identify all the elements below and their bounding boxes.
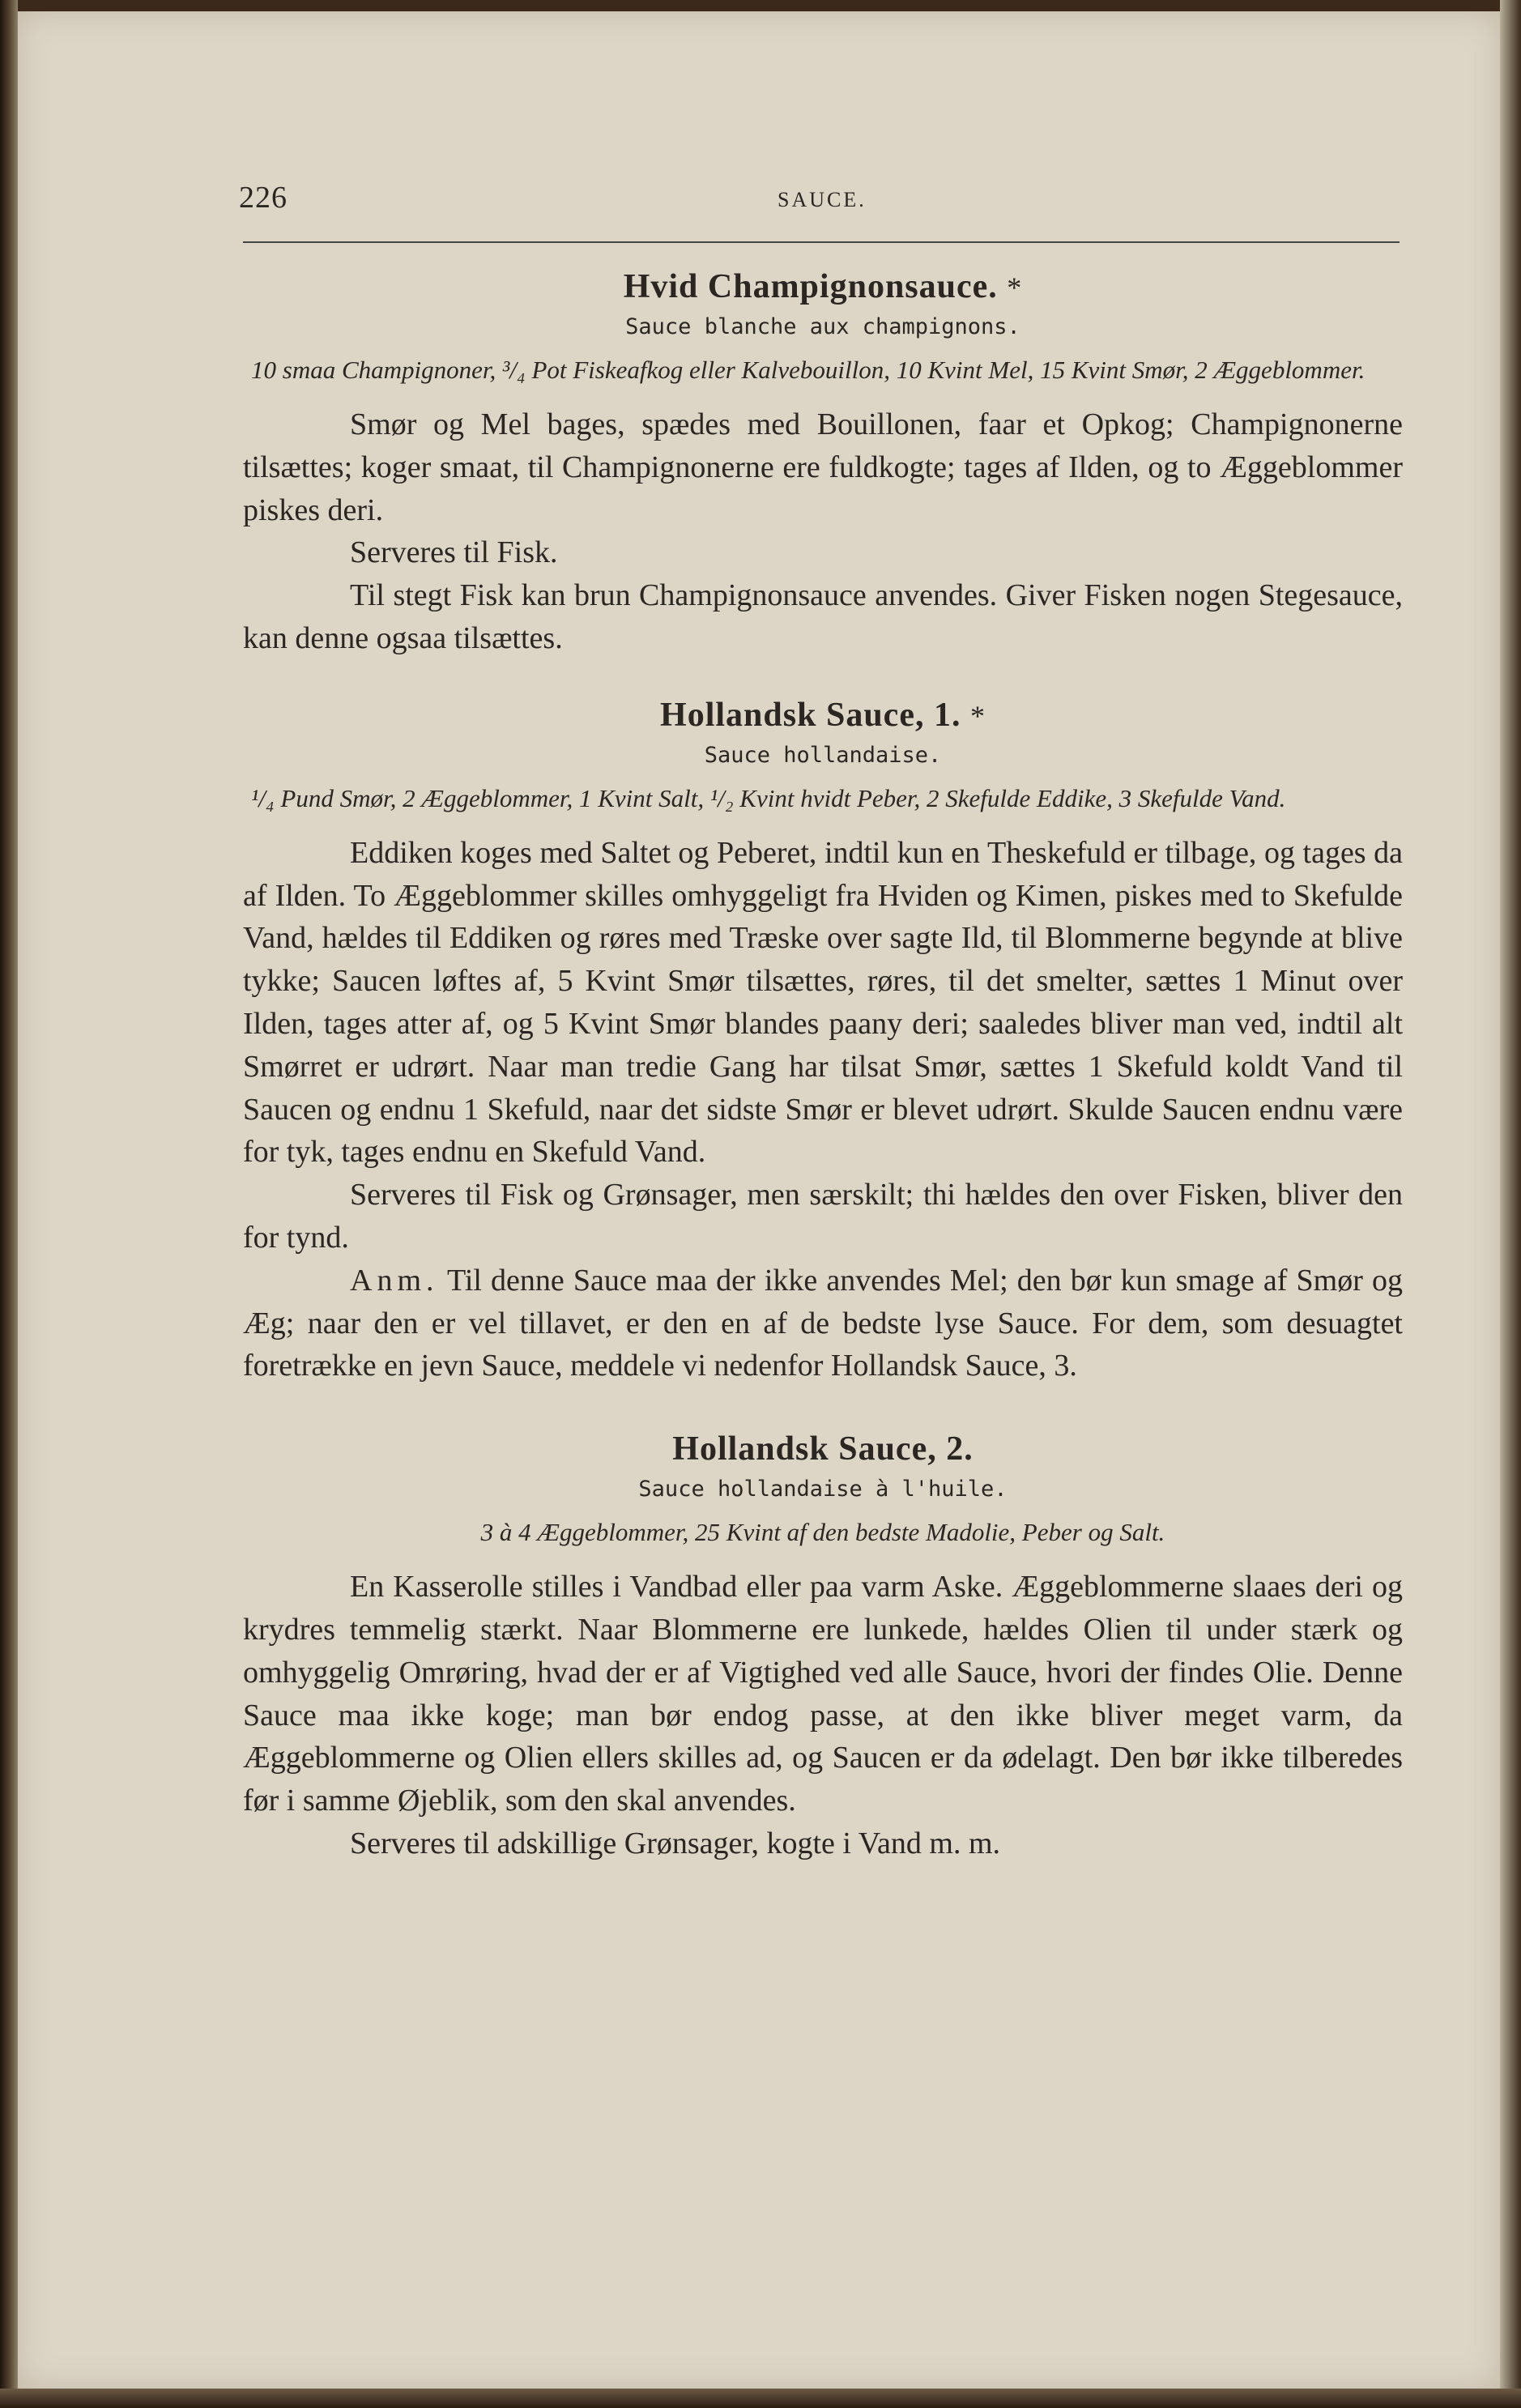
recipe-subtitle: Sauce hollandaise. <box>704 742 942 768</box>
recipe-paragraph: Til stegt Fisk kan brun Champignonsauce anvendes. Giver Fisken nogen Stegesauce, kan denne ogsaa tilsættes. <box>243 578 1403 655</box>
page-content <box>243 267 1403 1901</box>
recipe-paragraph: En Kasserolle stilles i Vandbad eller paa varm Aske. Æggeblommerne slaaes deri og krydres temmelig stærkt. Naar Blommerne ere lunkede, hældes Olien til under stærk og omhyggelig Omrøring, hvad der er af Vigtighed ved alle Sauce, hvori der findes Olie. Denne Sauce maa ikke koge; man bør endog passe, at den ikke bliver meget varm, da Æggeblommerne og Olien ellers skilles ad, og Saucen er da ødelagt. Den bør ikke tilberedes før i samme Øjeblik, som den skal anvendes. <box>243 1570 1403 1818</box>
recipe-ingredients: 3 à 4 Æggeblommer, 25 Kvint af den bedste Madolie, Peber og Salt. <box>480 1518 1165 1547</box>
recipe-title-text: Hollandsk Sauce, 1. <box>660 696 961 734</box>
recipe-paragraph: Serveres til Fisk og Grønsager, men særskilt; thi hældes den over Fisken, bliver den for tynd. <box>243 1178 1403 1255</box>
note-text: Til denne Sauce maa der ikke anvendes Mel; den bør kun smage af Smør og Æg; naar den er vel tillavet, er den en af de bedste lyse Sauce. For dem, som desuagtet foretrække en jevn Sauce, meddele vi nedenfor Hollandsk Sauce, 3. <box>243 1263 1403 1383</box>
recipe-hollandsk-sauce-1 <box>243 696 1403 1387</box>
recipe-ingredients: 10 smaa Champignoner, ³/₄ Pot Fiskeafkog eller Kalvebouillon, 10 Kvint Mel, 15 Kvint Smør, 2 Æggeblommer. <box>251 356 1365 384</box>
recipe-title <box>243 1430 1403 1468</box>
recipe-hollandsk-sauce-2 <box>243 1430 1403 1865</box>
book-bottom-edge <box>0 2389 1521 2408</box>
recipe-paragraph: Smør og Mel bages, spædes med Bouillonen, faar et Opkog; Champignonerne tilsættes; koger smaat, til Champignonerne ere fuldkogte; tages af Ilden, og to Æggeblommer piskes deri. <box>243 407 1403 527</box>
recipe-paragraph: Serveres til Fisk. <box>350 535 558 570</box>
recipe-title-text: Hvid Champignonsauce. <box>623 268 998 305</box>
running-title: SAUCE. <box>778 188 867 211</box>
header-rule <box>243 241 1400 243</box>
recipe-title <box>243 267 1403 306</box>
book-spine-shadow <box>0 0 18 2408</box>
recipe-ingredients: ¹/₄ Pund Smør, 2 Æggeblommer, 1 Kvint Salt, ¹/₂ Kvint hvidt Peber, 2 Skefulde Eddike, 3 Skefulde Vand. <box>251 783 1286 812</box>
recipe-star-mark: * <box>969 699 986 732</box>
recipe-note <box>243 1259 1403 1387</box>
book-top-edge <box>0 0 1521 11</box>
recipe-paragraph: Serveres til adskillige Grønsager, kogte i Vand m. m. <box>350 1826 1001 1860</box>
recipe-paragraph: Eddiken koges med Saltet og Peberet, indtil kun en Theskefuld er tilbage, og tages da af Ilden. To Æggeblommer skilles omhyggeligt fra Hviden og Kimen, piskes med to Skefulde Vand, hældes til Eddiken og røres med Træske over sagte Ild, til Blommerne begynde at blive tykke; Saucen løftes af, 5 Kvint Smør tilsættes, røres, til det smelter, sættes 1 Minut over Ilden, tages atter af, og 5 Kvint Smør blandes paany deri; saaledes bliver man ved, indtil alt Smørret er udrørt. Naar man tredie Gang har tilsat Smør, sættes 1 Skefuld koldt Vand til Saucen og endnu 1 Skefuld, naar det sidste Smør er blevet udrørt. Skulde Saucen endnu være for tyk, tages endnu en Skefuld Vand. <box>243 835 1403 1170</box>
recipe-subtitle: Sauce blanche aux champignons. <box>625 314 1020 339</box>
recipe-subtitle: Sauce hollandaise à l'huile. <box>638 1477 1008 1502</box>
note-label: Anm. <box>350 1263 439 1298</box>
page-stack-edge <box>1500 0 1521 2408</box>
recipe-title <box>243 696 1403 735</box>
page-number: 226 <box>239 181 288 215</box>
page-header <box>239 180 1402 237</box>
recipe-hvid-champignonsauce <box>243 267 1403 660</box>
recipe-star-mark: * <box>1007 271 1023 304</box>
recipe-title-text: Hollandsk Sauce, 2. <box>672 1430 974 1468</box>
